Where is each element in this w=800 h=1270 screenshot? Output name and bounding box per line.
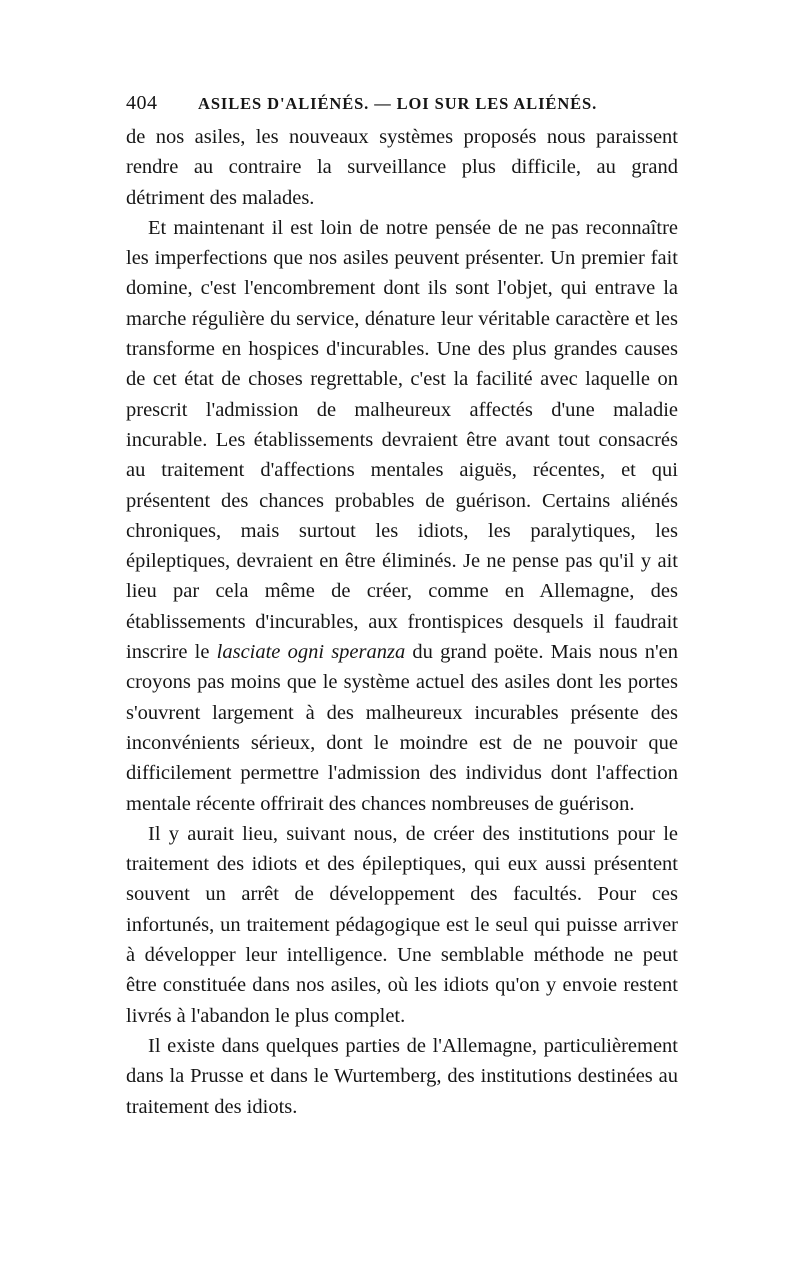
paragraph-continued: de nos asiles, les nouveaux systèmes proposés nous paraissent rendre au contraire la surveillance plus difficile, au grand détriment des malades. bbox=[126, 126, 678, 209]
paragraph-text: Et maintenant il est loin de notre pensée de ne pas reconnaître les imperfections que nos asiles peuvent présenter. Un premier fait domine, c'est l'encombrement dont ils sont l'objet, qui entrave la marche régulière du service, dénature leur véritable caractère et les transforme en hospices d'incurables. Une des plus grandes causes de cet état de choses regrettable, c'est la facilité avec laquelle on prescrit l'admission de malheureux affectés d'une maladie incurable. Les établissements devraient être avant tout consacrés au traitement d'affections mentales aiguës, récentes, et qui présentent des chances probables de guérison. Certains aliénés chroniques, mais surtout les idiots, les paralytiques, les épileptiques, devraient en être éliminés. Je ne pense pas qu'il y ait lieu par cela même de créer, comme en Allemagne, des établissements d'incurables, aux frontispices desquels il faudrait inscrire le bbox=[126, 216, 678, 664]
book-page bbox=[126, 88, 678, 1122]
paragraph-institutions-idiots: Il y aurait lieu, suivant nous, de créer des institutions pour le traitement des idiots et des épileptiques, qui eux aussi présentent souvent un arrêt de développement des facultés. Pour ces infortunés, un traitement pédagogique est le seul qui puisse arriver à développer leur intelligence. Une semblable méthode ne peut être constituée dans nos asiles, où les idiots qu'on y envoie restent livrés à l'abandon le plus complet. bbox=[126, 822, 678, 1027]
italic-quotation: lasciate ogni speranza bbox=[216, 641, 406, 664]
page-number: 404 bbox=[126, 92, 158, 114]
body-text bbox=[126, 122, 678, 1122]
paragraph-text-continued: du grand poëte. Mais nous n'en croyons pas moins que le système actuel des asiles dont les portes s'ouvrent largement à des malheureux incurables présente des inconvénients sérieux, dont le moindre est de ne pouvoir que difficilement permettre l'admission des individus dont l'affection mentale récente offrirait des chances nombreuses de guérison. bbox=[126, 641, 679, 815]
running-title: ASILES D'ALIÉNÉS. — LOI SUR LES ALIÉNÉS. bbox=[198, 94, 598, 113]
paragraph-asylum-imperfections bbox=[126, 213, 678, 819]
paragraph-germany: Il existe dans quelques parties de l'Allemagne, particulièrement dans la Prusse et dans le Wurtemberg, des institutions destinées au traitement des idiots. bbox=[126, 1034, 678, 1118]
running-head bbox=[126, 88, 678, 118]
